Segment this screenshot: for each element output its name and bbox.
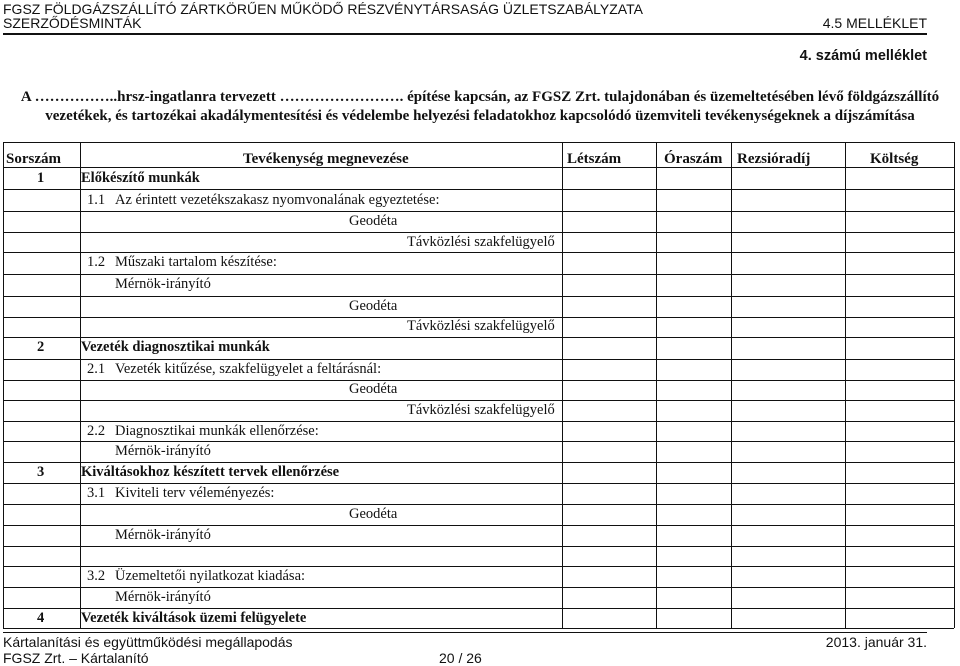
row-role: Távközlési szakfelügyelő — [407, 318, 555, 334]
table-rule — [3, 211, 954, 212]
table-rule — [3, 608, 954, 609]
document-header-subtitle: SZERZŐDÉSMINTÁK — [3, 15, 142, 31]
footer-page-number: 20 / 26 — [439, 650, 482, 666]
row-number: 3 — [37, 464, 45, 480]
footer-divider — [3, 632, 927, 633]
col-header-tevekenyseg: Tevékenység megnevezése — [243, 151, 409, 167]
table-rule — [3, 189, 954, 190]
row-role: Geodéta — [349, 381, 398, 397]
col-header-oraszam: Óraszám — [664, 151, 723, 167]
table-rule — [3, 167, 954, 168]
col-header-rezsioradij: Rezsióradíj — [737, 151, 811, 167]
intro-line-2: vezetékek, és tartozékai akadálymentesítési és védelembe helyezési feladatokhoz kapcsolódó üzemviteli tevékenységeknek a díjszámítása — [45, 108, 915, 124]
table-border-left — [3, 142, 4, 628]
row-activity: Kiváltásokhoz készített tervek ellenőrzése — [81, 464, 340, 480]
row-activity: Vezeték kitűzése, szakfelügyelet a feltárásnál: — [115, 361, 382, 377]
table-rule — [3, 359, 954, 360]
row-activity: Vezeték diagnosztikai munkák — [81, 339, 270, 355]
table-rule — [3, 525, 954, 526]
row-role: Távközlési szakfelügyelő — [407, 402, 555, 418]
table-rule — [3, 421, 954, 422]
row-activity: Diagnosztikai munkák ellenőrzése: — [115, 423, 319, 439]
table-rule — [3, 628, 954, 629]
row-activity: Üzemeltetői nyilatkozat kiadása: — [115, 568, 306, 584]
table-rule — [3, 337, 954, 338]
row-number: 1.2 — [87, 254, 106, 270]
row-number: 1.1 — [87, 192, 106, 208]
document-header-title: FGSZ FÖLDGÁZSZÁLLÍTÓ ZÁRTKÖRŰEN MŰKÖDŐ RÉSZVÉNYTÁRSASÁG ÜZLETSZABÁLYZATA — [3, 1, 643, 17]
col-header-letszam: Létszám — [567, 151, 622, 167]
footer-date: 2013. január 31. — [825, 634, 927, 650]
table-rule — [3, 566, 954, 567]
row-role: Távközlési szakfelügyelő — [407, 234, 555, 250]
table-column-rule — [656, 142, 657, 628]
row-number: 2 — [37, 339, 45, 355]
row-role: Geodéta — [349, 213, 398, 229]
table-rule — [3, 296, 954, 297]
table-rule — [3, 462, 954, 463]
table-rule — [3, 232, 954, 233]
row-activity: Kiviteli terv véleményezés: — [115, 485, 275, 501]
table-rule — [3, 546, 954, 547]
row-number: 4 — [37, 610, 45, 626]
row-activity: Műszaki tartalom készítése: — [115, 254, 277, 270]
annex-reference: 4.5 MELLÉKLET — [822, 15, 927, 31]
footer-company: FGSZ Zrt. – Kártalanító — [3, 650, 149, 666]
table-column-rule — [731, 142, 732, 628]
row-activity: Az érintett vezetékszakasz nyomvonalának egyeztetése: — [115, 192, 440, 208]
intro-line-1: A ……………..hrsz-ingatlanra tervezett ……………………. építése kapcsán, az FGSZ Zrt. tulajdonában és üzemeltetésében lévő földgázszállító — [20, 89, 940, 105]
table-rule — [3, 587, 954, 588]
table-column-rule — [845, 142, 846, 628]
row-number: 2.2 — [87, 423, 106, 439]
table-rule — [3, 400, 954, 401]
table-rule — [3, 142, 954, 143]
col-header-koltseg: Költség — [870, 151, 919, 167]
row-role: Mérnök-irányító — [115, 589, 211, 605]
row-number: 1 — [37, 170, 45, 186]
footer-document-name: Kártalanítási és együttműködési megállapodás — [3, 634, 293, 650]
row-activity: Előkészítő munkák — [81, 170, 200, 186]
row-number: 3.1 — [87, 485, 106, 501]
table-rule — [3, 441, 954, 442]
row-number: 3.2 — [87, 568, 106, 584]
table-border-right — [954, 142, 955, 628]
table-column-rule — [80, 142, 81, 628]
table-column-rule — [562, 142, 563, 628]
table-rule — [3, 380, 954, 381]
row-role: Geodéta — [349, 506, 398, 522]
row-activity: Vezeték kiváltások üzemi felügyelete — [81, 610, 307, 626]
col-header-sorszam: Sorszám — [6, 151, 61, 167]
table-rule — [3, 483, 954, 484]
row-role: Mérnök-irányító — [115, 276, 211, 292]
annex-title: 4. számú melléklet — [799, 48, 927, 64]
table-rule — [3, 274, 954, 275]
table-rule — [3, 504, 954, 505]
row-role: Mérnök-irányító — [115, 443, 211, 459]
row-role: Mérnök-irányító — [115, 527, 211, 543]
row-role: Geodéta — [349, 298, 398, 314]
row-number: 2.1 — [87, 361, 106, 377]
table-rule — [3, 252, 954, 253]
